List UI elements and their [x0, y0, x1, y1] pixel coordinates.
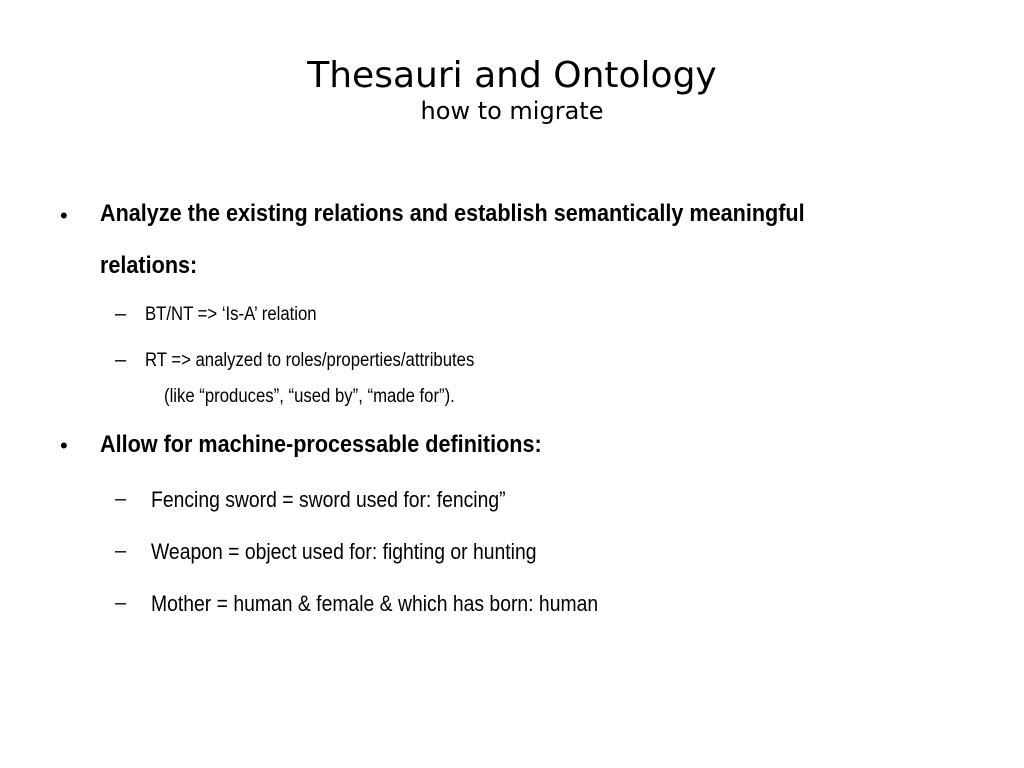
bullet-marker: • [60, 203, 68, 228]
bullet-marker: • [60, 433, 68, 458]
bullet-1-line-1: Analyze the existing relations and establish semantically meaningful [100, 200, 805, 227]
slide-title: Thesauri and Ontology [307, 55, 717, 96]
sub-bullet-rt: RT => analyzed to roles/properties/attributes [145, 350, 475, 371]
bullet-1-line-2: relations: [100, 252, 198, 279]
sub-bullet-bt-nt: BT/NT => ‘Is-A’ relation [145, 304, 317, 325]
sub-bullet-marker: – [115, 488, 127, 510]
sub-bullet-marker: – [115, 303, 127, 325]
bullet-2-line-1: Allow for machine-processable definitions: [100, 431, 542, 458]
sub-bullet-rt-continuation: (like “produces”, “used by”, “made for”). [164, 386, 455, 407]
sub-bullet-mother: Mother = human & female & which has born: human [151, 591, 599, 616]
sub-bullet-weapon: Weapon = object used for: fighting or hunting [151, 539, 537, 564]
sub-bullet-marker: – [115, 349, 127, 371]
title-block [0, 54, 1024, 126]
sub-bullet-marker: – [115, 540, 127, 562]
slide-subtitle: how to migrate [420, 97, 604, 125]
sub-bullet-marker: – [115, 592, 127, 614]
sub-bullet-fencing-sword: Fencing sword = sword used for: fencing” [151, 487, 506, 512]
